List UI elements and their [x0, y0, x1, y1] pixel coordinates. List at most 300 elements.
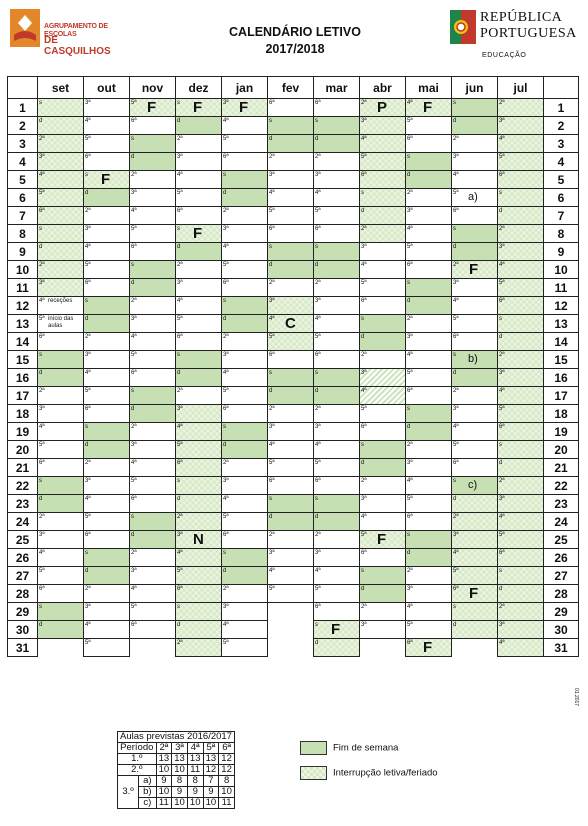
weekday-label: 5ª — [85, 388, 91, 394]
weekday-label: 5ª — [407, 244, 413, 250]
day-cell — [498, 351, 544, 369]
day-cell — [38, 207, 84, 225]
weekday-label: s — [131, 262, 134, 268]
weekday-label: 3ª — [85, 478, 91, 484]
weekday-label: 3ª — [407, 208, 413, 214]
republic-line2: PORTUGUESA — [480, 26, 577, 41]
day-cell — [406, 333, 452, 351]
day-cell — [84, 567, 130, 585]
weekday-label: 6ª — [453, 586, 459, 592]
summary-value: 9 — [156, 776, 172, 787]
weekday-label: 4ª — [223, 622, 229, 628]
day-cell — [360, 261, 406, 279]
day-cell — [406, 117, 452, 135]
summary-value: 12 — [219, 754, 235, 765]
weekday-label: 3ª — [269, 550, 275, 556]
day-cell — [176, 459, 222, 477]
day-cell — [406, 153, 452, 171]
day-cell — [268, 351, 314, 369]
day-cell — [360, 135, 406, 153]
holiday-swatch — [300, 766, 327, 780]
day-cell — [360, 387, 406, 405]
weekday-label: 6ª — [131, 118, 137, 124]
weekday-label: 4ª — [407, 352, 413, 358]
weekday-label: s — [85, 298, 88, 304]
weekday-label: 5ª — [361, 280, 367, 286]
month-header: fev — [268, 77, 314, 99]
weekday-label: 4ª — [39, 550, 45, 556]
day-cell — [314, 387, 360, 405]
weekday-label: 6ª — [131, 244, 137, 250]
day-cell — [268, 297, 314, 315]
weekday-label: s — [39, 604, 42, 610]
day-cell — [176, 495, 222, 513]
day-cell — [38, 477, 84, 495]
weekday-label: d — [269, 388, 273, 394]
day-cell — [84, 207, 130, 225]
weekday-label: 4ª — [315, 442, 321, 448]
day-cell — [498, 621, 544, 639]
weekday-label: 2ª — [315, 280, 321, 286]
weekday-label: 6ª — [177, 460, 183, 466]
day-row — [8, 585, 579, 603]
day-cell — [360, 567, 406, 585]
weekday-label: 5ª — [453, 568, 459, 574]
day-cell — [498, 297, 544, 315]
day-cell — [84, 531, 130, 549]
day-number: 23 — [544, 495, 579, 513]
day-number: 1 — [544, 99, 579, 117]
day-row — [8, 153, 579, 171]
side-code: 01.2017 — [573, 688, 579, 707]
day-cell — [268, 495, 314, 513]
day-cell — [406, 189, 452, 207]
day-cell — [314, 243, 360, 261]
day-cell — [360, 531, 406, 549]
corner-cell — [8, 77, 38, 99]
day-code: F — [377, 531, 387, 548]
weekday-label: 6ª — [499, 550, 505, 556]
weekday-label: s — [269, 244, 272, 250]
weekday-label: d — [453, 622, 457, 628]
summary-header-cell: 6ª — [219, 743, 235, 754]
weekday-label: d — [499, 208, 503, 214]
day-cell — [130, 441, 176, 459]
weekday-label: d — [177, 496, 181, 502]
day-cell — [498, 585, 544, 603]
weekday-label: 4ª — [85, 622, 91, 628]
day-number: 19 — [544, 423, 579, 441]
day-cell — [452, 315, 498, 333]
day-number: 13 — [8, 315, 38, 333]
weekday-label: 3ª — [85, 226, 91, 232]
day-cell — [268, 261, 314, 279]
day-cell — [38, 531, 84, 549]
day-cell — [84, 189, 130, 207]
day-cell — [176, 243, 222, 261]
summary-value: 12 — [219, 765, 235, 776]
day-cell — [498, 225, 544, 243]
day-row — [8, 315, 579, 333]
weekday-label: d — [315, 136, 319, 142]
weekday-label: 5ª — [269, 208, 275, 214]
day-cell — [406, 261, 452, 279]
summary-value: 10 — [219, 787, 235, 798]
day-cell — [498, 441, 544, 459]
empty-cell — [268, 621, 314, 639]
weekday-label: 4ª — [361, 514, 367, 520]
weekday-label: d — [85, 190, 89, 196]
day-cell — [38, 333, 84, 351]
weekday-label: s — [315, 370, 318, 376]
day-cell — [130, 549, 176, 567]
day-cell — [452, 459, 498, 477]
weekday-label: d — [361, 208, 365, 214]
weekday-label: 2ª — [407, 568, 413, 574]
month-header-row — [8, 77, 579, 99]
day-row — [8, 567, 579, 585]
weekday-label: 6ª — [407, 136, 413, 142]
weekday-label: 2ª — [499, 100, 505, 106]
day-cell — [38, 225, 84, 243]
day-cell — [314, 585, 360, 603]
day-cell — [498, 639, 544, 657]
day-cell — [360, 549, 406, 567]
day-row — [8, 333, 579, 351]
day-cell — [406, 225, 452, 243]
day-number: 9 — [544, 243, 579, 261]
day-cell — [406, 405, 452, 423]
day-code: F — [193, 225, 203, 242]
weekday-label: 5ª — [269, 586, 275, 592]
weekday-label: 5ª — [499, 532, 505, 538]
day-row — [8, 135, 579, 153]
day-cell — [452, 261, 498, 279]
day-cell — [222, 477, 268, 495]
weekday-label: s — [177, 604, 180, 610]
weekday-label: d — [499, 460, 503, 466]
weekday-label: 4ª — [407, 478, 413, 484]
day-cell — [360, 315, 406, 333]
day-cell — [406, 459, 452, 477]
day-row — [8, 297, 579, 315]
day-cell — [176, 405, 222, 423]
weekday-label: 4ª — [223, 370, 229, 376]
day-cell — [176, 153, 222, 171]
day-cell — [38, 423, 84, 441]
weekday-label: d — [269, 136, 273, 142]
day-number: 30 — [544, 621, 579, 639]
day-cell — [452, 369, 498, 387]
day-cell — [498, 243, 544, 261]
weekday-label: 4ª — [269, 316, 275, 322]
weekday-label: d — [453, 244, 457, 250]
day-cell — [176, 603, 222, 621]
summary-sub: b) — [139, 787, 156, 798]
weekday-label: d — [315, 640, 319, 646]
weekday-label: s — [453, 478, 456, 484]
day-cell — [452, 603, 498, 621]
day-cell — [452, 513, 498, 531]
day-cell — [314, 153, 360, 171]
day-number: 26 — [8, 549, 38, 567]
weekday-label: 5ª — [177, 190, 183, 196]
day-cell — [452, 135, 498, 153]
day-code: F — [469, 261, 479, 278]
weekday-label: s — [453, 100, 456, 106]
month-header: abr — [360, 77, 406, 99]
empty-cell — [38, 639, 84, 657]
day-cell — [84, 315, 130, 333]
day-cell — [406, 207, 452, 225]
weekday-label: 4ª — [39, 424, 45, 430]
ministry-label: EDUCAÇÃO — [482, 52, 527, 59]
day-cell — [38, 99, 84, 117]
day-cell — [314, 423, 360, 441]
day-number: 1 — [8, 99, 38, 117]
day-number: 22 — [544, 477, 579, 495]
day-cell — [130, 117, 176, 135]
summary-value: 10 — [187, 798, 203, 809]
weekday-label: 4ª — [499, 640, 505, 646]
school-name-line1: AGRUPAMENTO DE ESCOLAS — [44, 23, 108, 38]
day-cell — [360, 297, 406, 315]
weekday-label: 6ª — [361, 550, 367, 556]
day-cell — [452, 225, 498, 243]
day-cell — [222, 189, 268, 207]
day-cell — [360, 405, 406, 423]
weekday-label: s — [39, 352, 42, 358]
day-cell — [406, 351, 452, 369]
weekday-label: s — [453, 604, 456, 610]
weekday-label: s — [407, 532, 410, 538]
day-cell — [498, 549, 544, 567]
day-cell — [130, 513, 176, 531]
day-cell — [222, 225, 268, 243]
day-number: 30 — [8, 621, 38, 639]
day-number: 4 — [8, 153, 38, 171]
day-cell — [452, 567, 498, 585]
weekday-label: 2ª — [453, 262, 459, 268]
weekday-label: 6ª — [269, 100, 275, 106]
weekday-label: d — [177, 370, 181, 376]
weekday-label: 4ª — [85, 118, 91, 124]
month-header: jul — [498, 77, 544, 99]
weekday-label: s — [499, 190, 502, 196]
weekday-label: 5ª — [453, 316, 459, 322]
weekend-swatch — [300, 741, 327, 755]
day-row — [8, 207, 579, 225]
weekday-label: s — [39, 478, 42, 484]
summary-value: 10 — [203, 798, 219, 809]
day-cell — [360, 441, 406, 459]
day-cell — [84, 171, 130, 189]
empty-cell — [452, 639, 498, 657]
day-cell — [498, 567, 544, 585]
weekday-label: 2ª — [499, 352, 505, 358]
weekday-label: 2ª — [177, 640, 183, 646]
weekday-label: 3ª — [177, 154, 183, 160]
day-number: 17 — [8, 387, 38, 405]
weekday-label: 2ª — [131, 424, 137, 430]
day-cell — [84, 639, 130, 657]
day-row — [8, 603, 579, 621]
day-number: 7 — [8, 207, 38, 225]
day-cell — [268, 441, 314, 459]
day-cell — [452, 243, 498, 261]
day-cell — [406, 549, 452, 567]
weekday-label: 3ª — [361, 370, 367, 376]
weekday-label: 2ª — [499, 604, 505, 610]
weekday-label: 5ª — [499, 280, 505, 286]
weekday-label: 4ª — [85, 496, 91, 502]
weekday-label: 3ª — [177, 406, 183, 412]
day-cell — [84, 495, 130, 513]
day-cell — [498, 135, 544, 153]
summary-title: Aulas previstas 2016/2017 — [118, 732, 235, 743]
weekday-label: d — [407, 172, 411, 178]
day-number: 5 — [544, 171, 579, 189]
day-cell — [222, 207, 268, 225]
weekday-label: 4ª — [407, 226, 413, 232]
day-cell — [498, 513, 544, 531]
weekday-label: s — [269, 496, 272, 502]
weekday-label: 2ª — [453, 388, 459, 394]
day-cell — [406, 315, 452, 333]
weekday-label: 2ª — [177, 136, 183, 142]
weekday-label: 6ª — [269, 226, 275, 232]
day-cell — [130, 207, 176, 225]
weekday-label: 3ª — [223, 604, 229, 610]
weekday-label: 4ª — [499, 388, 505, 394]
day-number: 24 — [8, 513, 38, 531]
weekday-label: 2ª — [223, 460, 229, 466]
weekday-label: 2ª — [407, 190, 413, 196]
weekday-label: 5ª — [85, 136, 91, 142]
day-cell — [360, 189, 406, 207]
day-row — [8, 171, 579, 189]
weekday-label: 5ª — [407, 118, 413, 124]
day-number: 24 — [544, 513, 579, 531]
summary-value: 13 — [187, 754, 203, 765]
day-cell — [498, 261, 544, 279]
weekday-label: s — [39, 100, 42, 106]
weekday-label: d — [131, 280, 135, 286]
weekday-label: 3ª — [39, 532, 45, 538]
corner-cell — [544, 77, 579, 99]
school-emblem-icon — [10, 9, 40, 47]
day-cell — [498, 387, 544, 405]
day-cell — [38, 603, 84, 621]
weekday-label: 4ª — [361, 388, 367, 394]
weekday-label: s — [269, 370, 272, 376]
weekday-label: 2ª — [177, 262, 183, 268]
day-cell — [38, 171, 84, 189]
day-cell — [268, 153, 314, 171]
day-number: 6 — [8, 189, 38, 207]
day-cell — [314, 639, 360, 657]
summary-period: 2.º — [118, 765, 157, 776]
weekday-label: 6ª — [85, 532, 91, 538]
day-cell — [498, 333, 544, 351]
weekday-label: 5ª — [39, 568, 45, 574]
weekday-label: 5ª — [177, 568, 183, 574]
day-cell — [176, 297, 222, 315]
day-cell — [360, 99, 406, 117]
weekday-label: 6ª — [39, 460, 45, 466]
day-cell — [268, 207, 314, 225]
weekday-label: s — [85, 172, 88, 178]
legend-weekend-label: Fim de semana — [333, 742, 399, 754]
school-logo — [10, 5, 122, 65]
day-cell — [452, 405, 498, 423]
day-code: F — [239, 99, 249, 116]
day-cell — [406, 621, 452, 639]
day-cell — [268, 369, 314, 387]
weekday-label: 3ª — [131, 316, 137, 322]
day-cell — [360, 243, 406, 261]
weekday-label: 5ª — [39, 316, 45, 322]
day-cell — [130, 315, 176, 333]
weekday-label: 3ª — [85, 604, 91, 610]
legend-weekend — [300, 741, 398, 755]
day-cell — [498, 369, 544, 387]
weekday-label: s — [499, 442, 502, 448]
day-cell — [176, 513, 222, 531]
weekday-label: d — [453, 496, 457, 502]
weekday-label: 2ª — [407, 316, 413, 322]
weekday-label: 3ª — [499, 622, 505, 628]
summary-value: 10 — [172, 798, 188, 809]
day-cell — [406, 243, 452, 261]
weekday-label: d — [407, 550, 411, 556]
empty-cell — [360, 639, 406, 657]
weekday-label: 4ª — [499, 262, 505, 268]
day-cell — [222, 585, 268, 603]
day-cell — [314, 513, 360, 531]
day-cell — [222, 423, 268, 441]
summary-header-cell: 4ª — [187, 743, 203, 754]
day-cell — [176, 351, 222, 369]
weekday-label: 5ª — [361, 406, 367, 412]
weekday-label: 3ª — [223, 100, 229, 106]
weekday-label: 3ª — [39, 406, 45, 412]
weekday-label: 4ª — [131, 460, 137, 466]
day-cell — [452, 621, 498, 639]
month-header: jun — [452, 77, 498, 99]
day-cell — [38, 441, 84, 459]
day-cell — [130, 153, 176, 171]
day-cell — [314, 603, 360, 621]
month-header: nov — [130, 77, 176, 99]
day-cell — [406, 279, 452, 297]
day-cell — [314, 369, 360, 387]
day-cell — [314, 351, 360, 369]
weekday-label: 3ª — [39, 154, 45, 160]
weekday-label: 5ª — [85, 514, 91, 520]
weekday-label: d — [39, 244, 43, 250]
day-row — [8, 261, 579, 279]
day-cell — [360, 207, 406, 225]
empty-cell — [268, 603, 314, 621]
title-line1: CALENDÁRIO LETIVO — [229, 25, 361, 39]
day-cell — [38, 495, 84, 513]
day-cell — [268, 513, 314, 531]
day-cell — [84, 99, 130, 117]
weekday-label: 2ª — [85, 460, 91, 466]
weekday-label: 6ª — [177, 208, 183, 214]
day-number: 13 — [544, 315, 579, 333]
